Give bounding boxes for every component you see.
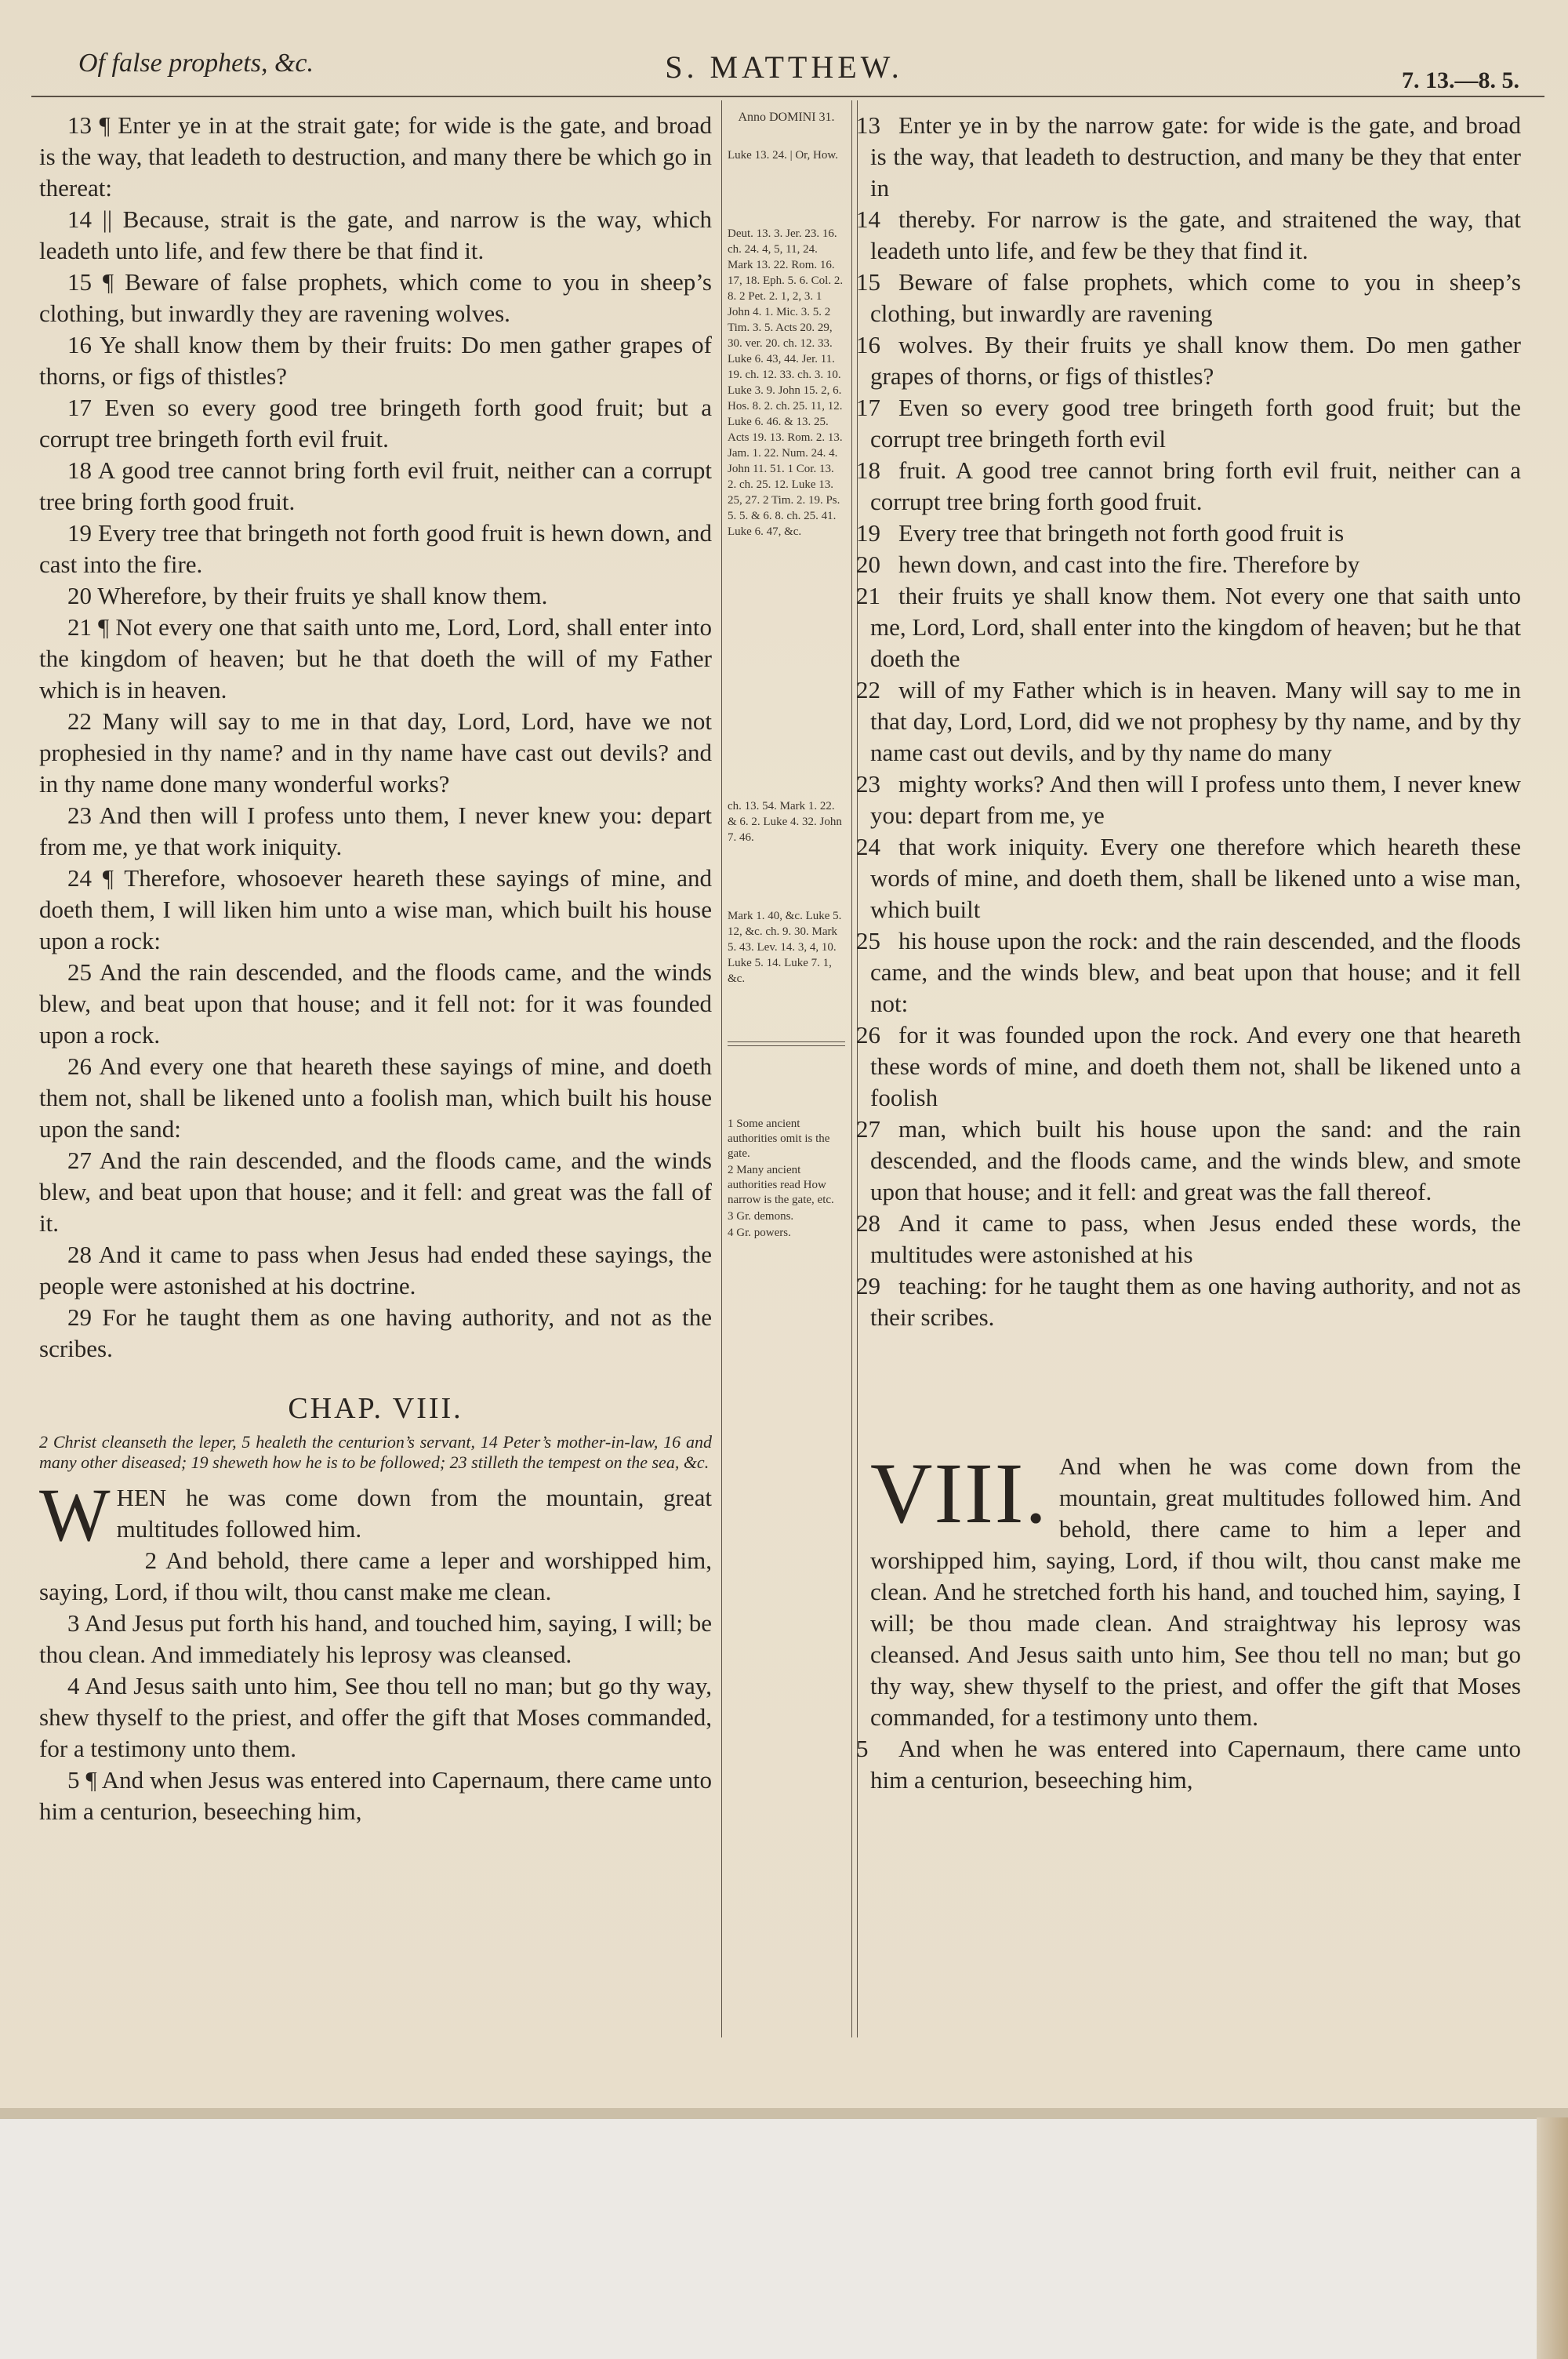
- verse-text: his house upon the rock: and the rain descended, and the floods came, and the winds blew, and beat upon that house; and it fell not:: [870, 927, 1521, 1017]
- kjv-verse: 16 Ye shall know them by their fruits: Do men gather grapes of thorns, or figs of thistles?: [39, 331, 712, 390]
- rv-verse: [856, 518, 1521, 549]
- verse-text: And when he was come down from the mountain, great multitudes followed him. And behold, there came to him a leper and worshipped him, saying, Lord, if thou wilt, thou canst make me clean. And he stretched forth his hand, and touched him, saying, I will; be thou made clean. And straightway his leprosy was cleansed. And Jesus saith unto him, See thou tell no man; but go thy way, shew thyself to the priest, and offer the gift that Moses commanded, for a testimony unto them.: [870, 1452, 1521, 1731]
- kjv-verse-8-1: [39, 1473, 712, 1557]
- references-a: Luke 13. 24. | Or, How.: [728, 149, 838, 162]
- rv-verse: [856, 925, 1521, 1020]
- references-b: Deut. 13. 3. Jer. 23. 16. ch. 24. 4, 5, 11, 24. Mark 13. 22. Rom. 16. 17, 18. Eph. 5. 6. Col. 2. 8. 2 Pet. 2. 1, 2, 3. 1 John 4. 1. Mic. 3. 5. 2 Tim. 3. 5. Acts 20. 29, 30. ver. 20. ch. 12. 33. Luke 6. 43, 44. Jer. 11. 19. ch. 12. 33. ch. 3. 10. Luke 3. 9. John 15. 2, 6. Hos. 8. 2. ch. 25. 11, 12. Luke 6. 46. & 13. 25. Acts 19. 13. Rom. 2. 13. Jam. 1. 22. Num. 24. 4. John 11. 51. 1 Cor. 13. 2. ch. 25. 12. Luke 13. 25, 27. 2 Tim. 2. 19. Ps. 5. 5. & 6. 8. ch. 25. 41. Luke 6. 47, &c.: [728, 227, 844, 538]
- verse-number: 26: [856, 1021, 880, 1049]
- kjv-verse: 26 And every one that heareth these sayings of mine, and doeth them not, shall be likened unto a foolish man, which built his house upon the sand:: [39, 1052, 712, 1143]
- verse-number: 13: [856, 111, 880, 139]
- rv-verse: [856, 204, 1521, 267]
- kjv-chapter-7-verses: [39, 110, 712, 1365]
- verse-text: fruit. A good tree cannot bring forth evil fruit, neither can a corrupt tree bring forth good fruit.: [870, 456, 1521, 515]
- kjv-verse: 28 And it came to pass when Jesus had ended these sayings, the people were astonished at his doctrine.: [39, 1241, 712, 1299]
- kjv-verse: 25 And the rain descended, and the floods came, and the winds blew, and beat upon that house; and it fell not: for it was founded upon a rock.: [39, 958, 712, 1049]
- running-head-title: S. MATTHEW.: [665, 49, 903, 85]
- verse-text: their fruits ye shall know them. Not every one that saith unto me, Lord, Lord, shall enter into the kingdom of heaven; but he that doeth the: [870, 582, 1521, 672]
- spacer: [870, 1333, 1521, 1451]
- kjv-verse: 20 Wherefore, by their fruits ye shall know them.: [67, 582, 548, 609]
- kjv-verse: 13 ¶ Enter ye in at the strait gate; for wide is the gate, and broad is the way, that leadeth to destruction, and many there be which go in thereat:: [39, 111, 712, 202]
- verse-text: mighty works? And then will I profess unto them, I never knew you: depart from me, ye: [870, 770, 1521, 829]
- kjv-verse: 15 ¶ Beware of false prophets, which come to you in sheep’s clothing, but inwardly they are ravening wolves.: [39, 268, 712, 327]
- verse-number: 27: [856, 1115, 880, 1143]
- verse-number: 18: [856, 456, 880, 484]
- anno-domini: Anno DOMINI 31.: [738, 111, 835, 124]
- footnote: 2 Many ancient authorities read How narrow is the gate, etc.: [728, 1164, 834, 1206]
- rv-verse: [856, 1020, 1521, 1114]
- verse-text: that work iniquity. Every one therefore which heareth these words of mine, and doeth them, shall be likened unto a wise man, which built: [870, 833, 1521, 923]
- verse-text: Even so every good tree bringeth forth good fruit; but the corrupt tree bringeth forth evil: [870, 394, 1521, 453]
- right-column-rv: [856, 110, 1521, 1796]
- kjv-verse: 14 || Because, strait is the gate, and narrow is the way, which leadeth unto life, and few there be that find it.: [39, 205, 712, 264]
- rv-verse: [856, 831, 1521, 925]
- rv-verse: [856, 1270, 1521, 1333]
- left-column-kjv: [39, 110, 712, 1827]
- kjv-verse: 27 And the rain descended, and the floods came, and the winds blew, and beat upon that house; and it fell: and great was the fall of it.: [39, 1147, 712, 1237]
- chapter-title: CHAP. VIII.: [288, 1392, 463, 1425]
- kjv-verse: 2 And behold, there came a leper and worshipped him, saying, Lord, if thou wilt, thou canst make me clean.: [39, 1547, 712, 1605]
- verse-text: And it came to pass, when Jesus ended these words, the multitudes were astonished at his: [870, 1209, 1521, 1268]
- drop-cap: W: [39, 1473, 111, 1557]
- verse-text: will of my Father which is in heaven. Many will say to me in that day, Lord, Lord, did we not prophesy by thy name, and by thy name cast out devils, and by thy name do many: [870, 676, 1521, 766]
- kjv-verse: 19 Every tree that bringeth not forth good fruit is hewn down, and cast into the fire.: [39, 519, 712, 578]
- kjv-verse: 24 ¶ Therefore, whosoever heareth these sayings of mine, and doeth them, I will liken him unto a wise man, which built his house upon a rock:: [39, 864, 712, 954]
- verse-text: And when he was entered into Capernaum, there came unto him a centurion, beseeching him,: [870, 1735, 1521, 1794]
- rv-verse: [856, 455, 1521, 518]
- verse-number: 23: [856, 770, 880, 798]
- rv-verse: [856, 769, 1521, 831]
- verse-number: 21: [856, 582, 880, 609]
- verse-number: 24: [856, 833, 880, 860]
- verse-number: 25: [856, 927, 880, 954]
- running-head-left: Of false prophets, &c.: [78, 49, 314, 78]
- rv-chapter-7-verses: [856, 110, 1521, 1333]
- verse-number: 17: [856, 394, 880, 421]
- verse-number: 22: [856, 676, 880, 703]
- rv-verse: [856, 392, 1521, 455]
- page-edge: [0, 2108, 1568, 2119]
- chapter-summary: 2 Christ cleanseth the leper, 5 healeth the centurion’s servant, 14 Peter’s mother-in-law, 16 and many other diseased; 19 sheweth how he is to be followed; 23 stilleth the tempest on the sea, &c.: [39, 1432, 712, 1472]
- rv-verse: [856, 1114, 1521, 1208]
- verse-text: Beware of false prophets, which come to you in sheep’s clothing, but inwardly are ravening: [870, 268, 1521, 327]
- rv-verse: [856, 1208, 1521, 1270]
- verse-number: 5: [856, 1735, 869, 1762]
- kjv-verse: 17 Even so every good tree bringeth forth good fruit; but a corrupt tree bringeth forth evil fruit.: [39, 394, 712, 453]
- column-divider-left: [721, 100, 722, 2037]
- page-header: [0, 38, 1568, 93]
- verse-text: thereby. For narrow is the gate, and straitened the way, that leadeth unto life, and few be they that find it.: [870, 205, 1521, 264]
- page-edge-shadow: [1537, 2117, 1568, 2359]
- rv-verse: [856, 267, 1521, 329]
- kjv-verse: 18 A good tree cannot bring forth evil fruit, neither can a corrupt tree bring forth good fruit.: [39, 456, 712, 515]
- verse-text: Every tree that bringeth not forth good fruit is: [898, 519, 1345, 547]
- verse-number: 16: [856, 331, 880, 358]
- verse-text: for it was founded upon the rock. And every one that heareth these words of mine, and doeth them not, shall be likened unto a foolish: [870, 1021, 1521, 1111]
- rv-verse: [856, 329, 1521, 392]
- kjv-verse: 23 And then will I profess unto them, I never knew you: depart from me, ye that work iniquity.: [39, 801, 712, 860]
- rv-verse: [856, 110, 1521, 204]
- verse-text: Enter ye in by the narrow gate: for wide is the gate, and broad is the way, that leadeth to destruction, and many be they that enter in: [870, 111, 1521, 202]
- kjv-verse: 5 ¶ And when Jesus was entered into Capernaum, there came unto him a centurion, beseeching him,: [39, 1766, 712, 1825]
- kjv-verse: 4 And Jesus saith unto him, See thou tell no man; but go thy way, shew thyself to the priest, and offer the gift that Moses commanded, for a testimony unto them.: [39, 1672, 712, 1762]
- verse-text: man, which built his house upon the sand: and the rain descended, and the floods came, and the winds blew, and smote upon that house; and it fell: and great was the fall thereof.: [870, 1115, 1521, 1205]
- verse-number: 19: [856, 519, 880, 547]
- kjv-verse: 3 And Jesus put forth his hand, and touched him, saying, I will; be thou clean. And immediately his leprosy was cleansed.: [39, 1609, 712, 1668]
- footnote: 1 Some ancient authorities omit is the gate.: [728, 1118, 830, 1160]
- verse-text: HEN he was come down from the mountain, great multitudes followed him.: [116, 1484, 712, 1543]
- footnote: 3 Gr. demons.: [728, 1210, 794, 1223]
- kjv-verse: 22 Many will say to me in that day, Lord, Lord, have we not prophesied in thy name? and in thy name have cast out devils? and in thy name done many wonderful works?: [39, 707, 712, 798]
- rv-verse: [856, 549, 1521, 580]
- chapter-number-dropcap: VIII.: [870, 1445, 1048, 1541]
- kjv-verse: 29 For he taught them as one having authority, and not as the scribes.: [39, 1303, 712, 1362]
- verse-number: 20: [856, 551, 880, 578]
- rv-verse: [856, 580, 1521, 674]
- footnote: 4 Gr. powers.: [728, 1227, 791, 1239]
- verse-text: teaching: for he taught them as one having authority, and not as their scribes.: [870, 1272, 1521, 1331]
- kjv-chapter-8-verses: [39, 1545, 712, 1827]
- kjv-verse: 21 ¶ Not every one that saith unto me, Lord, Lord, shall enter into the kingdom of heaven; but he that doeth the will of my Father which is in heaven.: [39, 613, 712, 703]
- running-head-reference: 7. 13.—8. 5.: [1402, 67, 1519, 93]
- header-rule: [31, 96, 1544, 97]
- references-c: ch. 13. 54. Mark 1. 22. & 6. 2. Luke 4. 32. John 7. 46.: [728, 800, 842, 844]
- verse-text: wolves. By their fruits ye shall know them. Do men gather grapes of thorns, or figs of thistles?: [870, 331, 1521, 390]
- verse-number: 15: [856, 268, 880, 296]
- verse-number: 14: [856, 205, 880, 233]
- verse-number: 28: [856, 1209, 880, 1237]
- verse-text: hewn down, and cast into the fire. Therefore by: [898, 551, 1360, 578]
- references-d: Mark 1. 40, &c. Luke 5. 12, &c. ch. 9. 30. Mark 5. 43. Lev. 14. 3, 4, 10. Luke 5. 14. Luke 7. 1, &c.: [728, 910, 842, 985]
- rv-verse-8-5: [856, 1733, 1521, 1796]
- verse-number: 29: [856, 1272, 880, 1299]
- rv-verse: [856, 674, 1521, 769]
- rv-chapter-8-opening: [870, 1445, 1521, 1733]
